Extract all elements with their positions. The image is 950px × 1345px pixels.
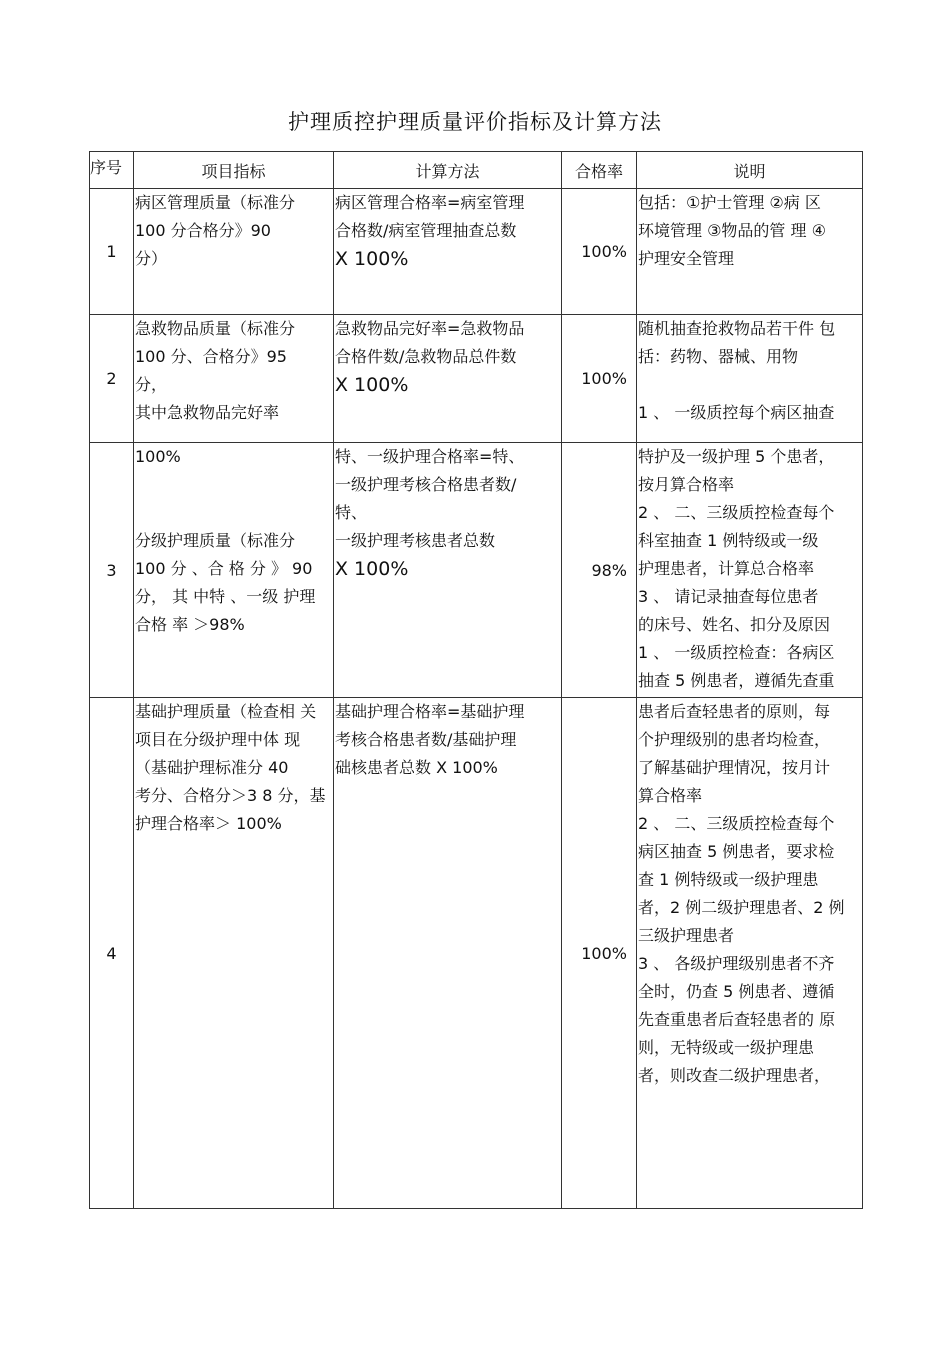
notes-line: 个护理级别的患者均检查， [638, 730, 831, 749]
indicator-line: 项目在分级护理中体 现 [135, 730, 301, 749]
header-rate: 合格率 [562, 152, 637, 189]
notes-line: 则，无特级或一级护理患 [638, 1038, 815, 1057]
notes-cell [637, 443, 863, 698]
method-cell [334, 698, 562, 1209]
header-method: 计算方法 [334, 152, 562, 189]
notes-line: 1 、 一级质控每个病区抽查 [638, 403, 835, 422]
method-line: 特、一级护理合格率=特、 [335, 447, 525, 466]
method-line: 合格件数/急救物品总件数 [335, 347, 517, 366]
notes-line: 了解基础护理情况，按月计 [638, 758, 831, 777]
notes-line: 患者后查轻患者的原则，每 [638, 702, 831, 721]
method-line: 础核患者总数 X 100% [335, 758, 498, 777]
method-line: 考核合格患者数/基础护理 [335, 730, 517, 749]
indicator-cell [134, 698, 334, 1209]
notes-line: 查 1 例特级或一级护理患 [638, 870, 819, 889]
notes-line: 3 、 各级护理级别患者不齐 [638, 954, 835, 973]
notes-line: 1 、 一级质控检查：各病区 [638, 643, 835, 662]
header-no: 序号 [90, 152, 134, 189]
row-number: 1 [90, 189, 134, 315]
method-line: 基础护理合格率=基础护理 [335, 702, 525, 721]
indicator-line: 100 分合格分》90 [135, 221, 271, 240]
notes-line: 护理患者，计算总合格率 [638, 559, 815, 578]
indicator-line: 分级护理质量（标准分 [135, 531, 296, 550]
notes-line: 特护及一级护理 5 个患者， [638, 447, 835, 466]
method-line: 一级护理考核合格患者数/ [335, 475, 517, 494]
indicator-line: 其中急救物品完好率 [135, 403, 280, 422]
header-notes: 说明 [637, 152, 863, 189]
notes-line: 科室抽查 1 例特级或一级 [638, 531, 819, 550]
notes-line: 括：药物、器械、用物 [638, 347, 799, 366]
method-line: X 100% [335, 248, 409, 270]
method-cell [334, 189, 562, 315]
notes-line: 包括：①护士管理 ②病 区 [638, 193, 821, 212]
pass-rate-cell: 100% [562, 315, 637, 443]
notes-line: 2 、 二、三级质控检查每个 [638, 814, 835, 833]
notes-line: 按月算合格率 [638, 475, 735, 494]
notes-line: 者，则改查二级护理患者， [638, 1066, 831, 1085]
indicator-line: 分， [135, 375, 168, 394]
document-title: 护理质控护理质量评价指标及计算方法 [288, 110, 662, 134]
notes-line [638, 371, 861, 399]
method-cell [334, 443, 562, 698]
table-header-row [90, 152, 863, 189]
notes-line: 2 、 二、三级质控检查每个 [638, 503, 835, 522]
evaluation-table [89, 151, 863, 1209]
header-indicator: 项目指标 [134, 152, 334, 189]
indicator-cell [134, 189, 334, 315]
notes-line: 随机抽查抢救物品若干件 包 [638, 319, 836, 338]
method-cell [334, 315, 562, 443]
indicator-line: 合格 率 ＞98% [135, 615, 245, 634]
method-line: X 100% [335, 558, 409, 580]
method-line: 特、 [335, 503, 368, 522]
notes-line: 环境管理 ③物品的管 理 ④ [638, 221, 826, 240]
indicator-cell [134, 315, 334, 443]
indicator-line: 100% [135, 447, 181, 466]
notes-line: 三级护理患者 [638, 926, 735, 945]
indicator-line: 急救物品质量（标准分 [135, 319, 296, 338]
indicator-line: 基础护理质量（检查相 关 [135, 702, 317, 721]
method-line: 急救物品完好率=急救物品 [335, 319, 525, 338]
pass-rate-cell: 100% [562, 698, 637, 1209]
pass-rate-cell: 98% [562, 443, 637, 698]
indicator-line [135, 471, 332, 499]
pass-rate-cell: 100% [562, 189, 637, 315]
notes-line: 者，2 例二级护理患者、2 例 [638, 898, 845, 917]
notes-cell [637, 189, 863, 315]
method-line: 合格数/病室管理抽查总数 [335, 221, 517, 240]
notes-cell [637, 315, 863, 443]
notes-line: 全时，仍查 5 例患者、遵循 [638, 982, 835, 1001]
table-row [90, 698, 863, 1209]
notes-line: 算合格率 [638, 786, 703, 805]
notes-line: 的床号、姓名、扣分及原因 [638, 615, 831, 634]
table-row [90, 443, 863, 698]
notes-cell [637, 698, 863, 1209]
indicator-line: 病区管理质量（标准分 [135, 193, 296, 212]
notes-line: 3 、 请记录抽查每位患者 [638, 587, 819, 606]
indicator-line: 考分、合格分＞3 8 分，基 [135, 786, 326, 805]
method-line: 病区管理合格率=病室管理 [335, 193, 525, 212]
indicator-line: 100 分、合格分》95 [135, 347, 287, 366]
indicator-line: 100 分 、合 格 分 》 90 [135, 559, 313, 578]
row-number: 4 [90, 698, 134, 1209]
indicator-line: 分， 其 中特 、一级 护理 [135, 587, 316, 606]
table-row [90, 315, 863, 443]
method-line: X 100% [335, 374, 409, 396]
indicator-line: 护理合格率＞ 100% [135, 814, 282, 833]
notes-line: 抽查 5 例患者，遵循先查重 [638, 671, 835, 690]
table-row [90, 189, 863, 315]
method-line: 一级护理考核患者总数 [335, 531, 496, 550]
row-number: 2 [90, 315, 134, 443]
indicator-line: （基础护理标准分 40 [135, 758, 289, 777]
row-number: 3 [90, 443, 134, 698]
notes-line: 先查重患者后查轻患者的 原 [638, 1010, 836, 1029]
indicator-cell [134, 443, 334, 698]
indicator-line: 分） [135, 249, 168, 268]
notes-line: 护理安全管理 [638, 249, 735, 268]
indicator-line [135, 499, 332, 527]
notes-line: 病区抽查 5 例患者，要求检 [638, 842, 835, 861]
